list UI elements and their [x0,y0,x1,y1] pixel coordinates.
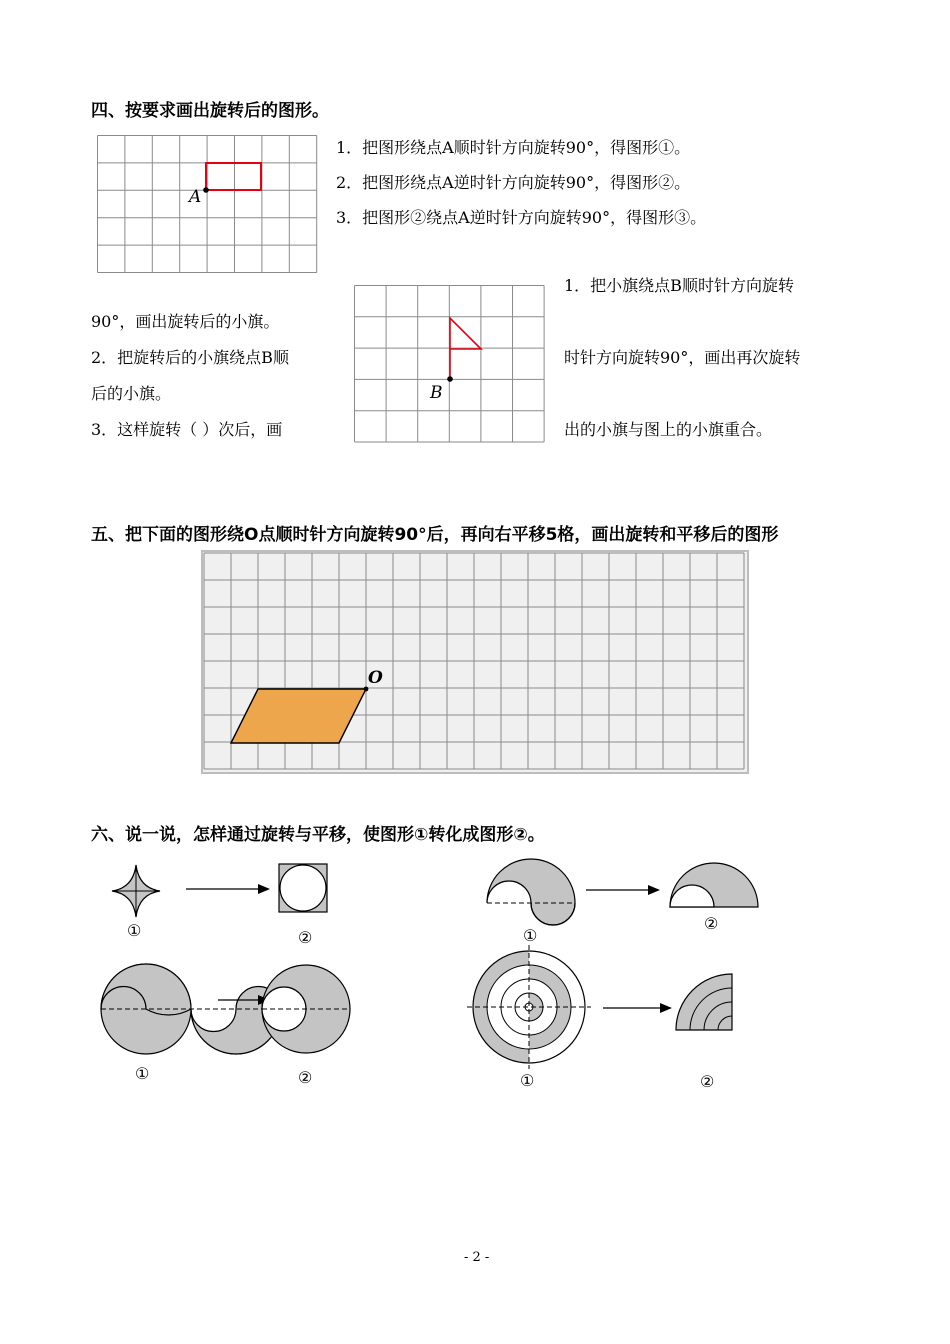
point-a-label: A [189,187,202,207]
task4-2-line4: 后的小旗。 [91,384,172,403]
section4-heading: 四、按要求画出旋转后的图形。 [91,101,329,121]
rotation-grid-a [97,135,317,275]
page-number: - 2 - [464,1250,490,1265]
pair1-figures [108,860,358,920]
red-rectangle [206,163,261,190]
label-2: ② [298,1068,313,1087]
label-1: ① [135,1064,150,1083]
point-o-label: O [368,668,383,688]
flag-grid [354,285,546,445]
label-2: ② [700,1072,715,1091]
red-flag [450,318,481,379]
task4-1-line3: 3．把图形②绕点A逆时针方向旋转90°，得图形③。 [336,208,707,227]
quarter-circle [676,974,732,1030]
half-yinyang-top [487,859,575,925]
label-1: ① [523,926,538,945]
label-2: ② [298,928,313,947]
pair4-figures [472,950,752,1070]
pair2-figures [485,852,775,932]
label-1: ① [520,1071,535,1090]
task4-2-line5-left: 3．这样旋转（ ）次后，画 [91,420,283,439]
point-b-dot [447,376,453,382]
arrow-head [258,884,270,894]
circle-hole [262,987,306,1031]
task4-2-line1-right: 1．把小旗绕点B顺时针方向旋转 [564,276,794,295]
pair3-figures [98,960,358,1070]
point-a-dot [203,187,209,193]
label-2: ② [704,914,719,933]
point-b-label: B [430,383,443,403]
section5-heading: 五、把下面的图形绕O点顺时针方向旋转90°后，再向右平移5格，画出旋转和平移后的图形 [91,525,779,545]
section6-heading: 六、说一说，怎样通过旋转与平移，使图形①转化成图形②。 [91,825,545,845]
task4-2-line3-right: 时针方向旋转90°，画出再次旋转 [564,348,801,367]
label-1: ① [127,921,142,940]
task4-1-line2: 2．把图形绕点A逆时针方向旋转90°，得图形②。 [336,173,691,192]
task4-1-line1: 1．把图形绕点A顺时针方向旋转90°，得图形①。 [336,138,691,157]
task4-2-line5-right: 出的小旗与图上的小旗重合。 [564,420,773,439]
inscribed-circle [280,865,326,911]
task4-2-line3-left: 2．把旋转后的小旗绕点B顺 [91,348,289,367]
parallelogram-grid [202,551,748,773]
task4-2-line2: 90°，画出旋转后的小旗。 [91,312,280,331]
